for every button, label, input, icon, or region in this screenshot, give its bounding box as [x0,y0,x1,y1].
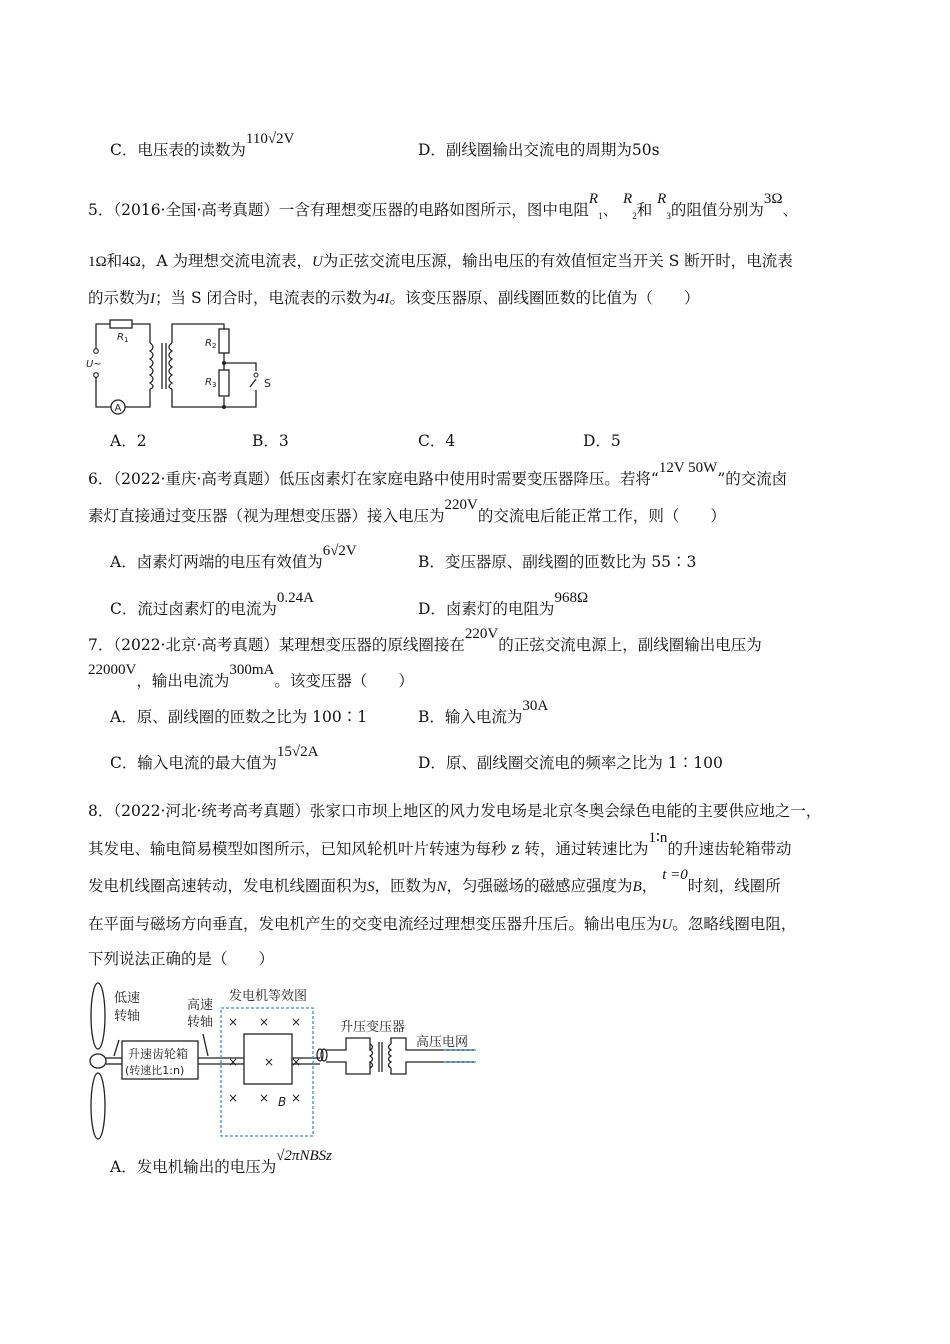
q7-option-d-text: D．原、副线圈交流电的频率之比为 1∶100 [418,754,723,772]
q5-fig-ammeter-label: A [114,403,122,414]
q6-line-2 [88,497,726,528]
q5-fig-switch-label: S [264,377,271,390]
q8-fig-step-up-label: 升压变压器 [340,1020,406,1035]
q8-fig-field-label: B [278,1095,287,1109]
q6-option-d-math: 968Ω [554,590,589,606]
q8-line4-a: 在平面与磁场方向垂直，发电机产生的交变电流经过理想变压器升压后。输出电压为 [88,915,662,933]
q8-uout: U [661,917,673,933]
q8-fig-generator-equiv: 发电机等效图 [229,989,308,1004]
q5-fig-r1-sub: 1 [124,336,129,344]
q6-spec: 12V 50W [658,460,718,476]
q6-v220: 220V [444,497,478,513]
q7-option-d[interactable] [418,752,723,774]
q4-option-c-math: 110√2V [245,131,295,147]
q5-u: U [311,254,323,270]
q7-line-2 [88,662,414,693]
q8-line5: 下列说法正确的是（ ） [88,950,275,968]
q5-option-d-label: D．5 [583,432,621,450]
q5-r1-sub: 1 [598,211,603,222]
q8-fig-low-speed-1: 低速 [114,991,141,1006]
q8-ratio: 1∶n [648,830,668,846]
svg-text:×: × [291,1055,302,1069]
q6-option-c-math: 0.24A [276,590,314,606]
q7-option-c-text: C．输入电流的最大值为 [110,754,277,772]
q7-option-c[interactable] [110,744,319,775]
q8-fig-grid-label: 高压电网 [416,1035,469,1050]
q4-option-d-text: D．副线圈输出交流电的周期为50s [418,141,660,159]
q4-option-c[interactable] [110,131,295,162]
q7-line-1 [88,626,762,657]
q6-option-a-math: 6√2V [322,543,357,559]
q5-line-2 [88,250,793,273]
q5-option-a[interactable] [110,430,147,452]
q5-fig-u-label: U~ [86,359,102,370]
q8-b: B [632,879,642,895]
q5-option-c-label: C．4 [418,432,456,450]
q6-line-1 [88,460,788,491]
q8-fig-low-speed-2: 转轴 [114,1009,141,1024]
q5-line-1 [88,191,799,227]
q7-option-a-text: A．原、副线圈的匝数之比为 100∶1 [110,708,368,726]
q8-line-3 [88,867,781,898]
q6-option-c[interactable] [110,590,314,621]
q5-r2: R [623,191,633,207]
q5-i4: 4I [377,291,390,307]
q5-sep1: 、 [602,201,619,219]
q5-line3-a: 的示数为 [88,289,151,307]
q7-i300: 300mA [229,662,275,678]
q5-r3: R [657,191,667,207]
q8-s: S [367,879,375,895]
q8-line3-d: ， [641,877,658,895]
q5-line2-b: ，A 为理想交流电流表， [140,252,312,270]
q8-line3-a: 发电机线圈高速转动，发电机线圈面积为 [88,877,368,895]
q7-line2-a: ，输出电流为 [136,672,230,690]
q5-option-c[interactable] [418,430,455,452]
q7-option-b-text: B．输入电流为 [418,708,523,726]
svg-text:×: × [228,1055,239,1069]
q7-line2-b: 。该变压器（ ） [274,672,414,690]
svg-text:×: × [259,1091,270,1105]
q4-option-c-text: C．电压表的读数为 [110,141,246,159]
q7-option-b[interactable] [418,698,549,729]
q5-r1: R [588,191,599,207]
q8-fig-gearbox-1: 升速齿轮箱 [128,1047,189,1061]
q8-option-a-text: A．发电机输出的电压为 [110,1158,277,1176]
q8-line4-b: 。忽略线圈电阻， [672,915,797,933]
q8-fig-gearbox-2: (转速比1:n) [125,1064,185,1077]
q4-option-d[interactable] [418,139,660,161]
q8-line3-b: ，匝数为 [374,877,437,895]
q5-sep2: 、 [782,201,799,219]
q8-line-2 [88,830,792,861]
q5-line3-c: 。该变压器原、副线圈匝数的比值为（ ） [389,289,700,307]
q5-line-3 [88,287,700,310]
q5-i: I [150,291,156,307]
q6-option-d[interactable] [418,590,589,621]
q8-fig-high-speed-2: 转轴 [187,1015,214,1030]
q8-t0: t =0 [662,867,688,883]
q8-line3-e: 时刻，线圈所 [687,877,781,895]
q6-option-a[interactable] [110,543,357,574]
q5-fig-r2-sub: 2 [212,342,217,350]
q8-line2-a: 其发电、输电简易模型如图所示，已知风轮机叶片转速为每秒 z 转，通过转速比为 [88,840,649,858]
svg-text:×: × [291,1015,302,1029]
q7-option-a[interactable] [110,706,367,728]
q8-wind-generator-diagram [84,978,484,1148]
q6-option-b[interactable] [418,551,696,573]
q8-fig-magnetic-field-crosses [228,1015,301,1105]
q8-line3-c: ，匀强磁场的磁感应强度为 [446,877,633,895]
q5-val1: 1Ω [88,254,107,270]
q8-line-4 [88,913,796,936]
q5-option-b[interactable] [252,430,289,452]
q7-option-b-math: 30A [522,698,549,714]
q5-line3-b: ；当 S 闭合时，电流表的示数为 [155,289,377,307]
q7-line1-a: 7．（2022·北京·高考真题）某理想变压器的原线圈接在 [88,636,465,654]
svg-text:×: × [291,1091,302,1105]
q5-line1-b: 的阻值分别为 [670,201,764,219]
q6-line1-b: ”的交流卤 [717,470,788,488]
q6-option-b-text: B．变压器原、副线圈的匝数比为 55∶3 [418,553,697,571]
q5-fig-r1-label: R [117,332,124,343]
q8-line-1 [88,800,821,822]
q5-r3-sub: 3 [666,211,671,222]
q6-line2-a: 素灯直接通过变压器（视为理想变压器）接入电压为 [88,507,445,525]
svg-text:×: × [264,1055,275,1069]
q5-fig-r2-label: R [205,338,212,349]
q5-option-d[interactable] [583,430,621,452]
q6-line2-b: 的交流电后能正常工作，则（ ） [477,507,726,525]
q8-fig-high-speed-1: 高速 [187,998,214,1013]
q8-line2-b: 的升速齿轮箱带动 [667,840,792,858]
q7-v22000: 22000V [88,662,137,678]
q5-line2-a: 和 [106,252,123,270]
q5-option-b-label: B．3 [252,432,289,450]
svg-text:×: × [259,1015,270,1029]
q5-fig-r3-label: R [205,377,212,388]
q8-line1: 8．（2022·河北·统考高考真题）张家口市坝上地区的风力发电场是北京冬奥会绿色电能的主要供应地之一， [88,802,822,820]
q5-fig-r3-sub: 3 [212,381,217,389]
q6-option-c-text: C．流过卤素灯的电流为 [110,600,277,618]
q5-val3: 3Ω [763,191,783,207]
q7-option-c-math: 15√2A [276,744,319,760]
q5-val4: 4Ω [122,254,141,270]
q6-line1-a: 6．（2022·重庆·高考真题）低压卤素灯在家庭电路中使用时需要变压器降压。若将“ [88,470,659,488]
q7-v220: 220V [464,626,499,642]
q8-line-5 [88,948,274,970]
q5-and: 和 [636,201,653,219]
q5-r2-sub: 2 [632,211,637,222]
q8-n: N [436,879,447,895]
q5-circuit-diagram [84,315,284,415]
q7-line1-b: 的正弦交流电源上，副线圈输出电压为 [498,636,762,654]
q6-option-d-text: D．卤素灯的电阻为 [418,600,555,618]
q5-line1-a: 5．（2016·全国·高考真题）一含有理想变压器的电路如图所示，图中电阻 [88,201,589,219]
q8-option-a[interactable] [110,1148,332,1179]
q6-option-a-text: A．卤素灯两端的电压有效值为 [110,553,323,571]
q5-option-a-label: A．2 [110,432,147,450]
q8-option-a-math: √2πNBSz [276,1148,332,1164]
q5-line2-c: 为正弦交流电压源，输出电压的有效值恒定当开关 S 断开时，电流表 [322,252,793,270]
svg-text:×: × [228,1091,239,1105]
svg-text:×: × [228,1015,239,1029]
